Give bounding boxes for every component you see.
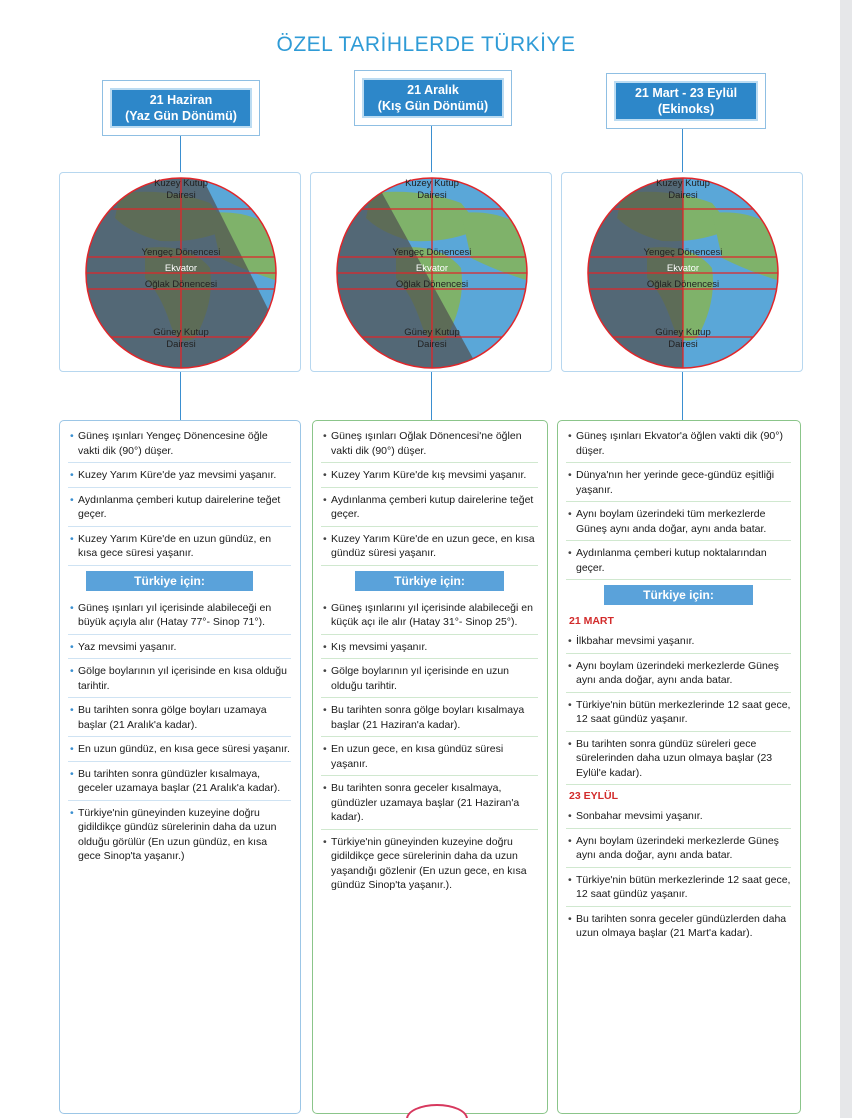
list-item: • En uzun gündüz, en kısa gece süresi yaşanır. xyxy=(68,742,291,762)
list-item: • Sonbahar mevsimi yaşanır. xyxy=(566,809,791,829)
header-subtitle: (Yaz Gün Dönümü) xyxy=(125,109,237,123)
globe-diagram-ekinoks xyxy=(562,173,804,373)
label-kuzey-kutup-dairesi: Dairesi xyxy=(417,190,447,201)
list-item: • Gölge boylarının yıl içerisinde en uzun olduğu tarihtir. xyxy=(321,664,538,698)
list-item: • Bu tarihten sonra gölge boyları uzamaya başlar (21 Aralık'a kadar). xyxy=(68,703,291,737)
turkiye-icin-label: Türkiye için: xyxy=(355,571,504,591)
header-date: 21 Haziran xyxy=(149,93,213,107)
list-item: • Güneş ışınları Oğlak Dönencesi'ne öğlen vakti dik (90°) düşer. xyxy=(321,429,538,463)
page-title: ÖZEL TARİHLERDE TÜRKİYE xyxy=(276,33,576,56)
label-kuzey-kutup-dairesi: Dairesi xyxy=(668,190,698,201)
label-kuzey-kutup: Kuzey Kutup xyxy=(405,178,459,189)
turkiye-icin-label: Türkiye için: xyxy=(86,571,253,591)
list-item: • Güneş ışınları yıl içerisinde alabileceği en büyük açıyla alır (Hatay 77°- Sinop 71°). xyxy=(68,601,291,635)
connector-line xyxy=(180,372,181,420)
label-oglak: Oğlak Dönencesi xyxy=(144,279,218,290)
list-item: • Aydınlanma çemberi kutup noktalarından geçer. xyxy=(566,546,791,580)
label-yengec: Yengeç Dönencesi xyxy=(141,247,221,258)
list-item: • En uzun gece, en kısa gündüz süresi yaşanır. xyxy=(321,742,538,776)
list-item: • Yaz mevsimi yaşanır. xyxy=(68,640,291,660)
list-item: • Kış mevsimi yaşanır. xyxy=(321,640,538,660)
list-item: • Aynı boylam üzerindeki merkezlerde Güneş aynı anda doğar, aynı anda batar. xyxy=(566,659,791,693)
list-item: • Güneş ışınlarını yıl içerisinde alabileceği en küçük açı ile alır (Hatay 31°- Sinop 25°). xyxy=(321,601,538,635)
section-23-eylul: 23 EYLÜL xyxy=(569,790,619,802)
list-item: • Kuzey Yarım Küre'de en uzun gündüz, en kısa gece süresi yaşanır. xyxy=(68,532,291,566)
turkiye-icin-label: Türkiye için: xyxy=(604,585,753,605)
list-item: • Kuzey Yarım Küre'de kış mevsimi yaşanır. xyxy=(321,468,538,488)
list-item: • Bu tarihten sonra gündüzler kısalmaya, geceler uzamaya başlar (21 Aralık'a kadar). xyxy=(68,767,291,801)
list-item: • Güneş ışınları Ekvator'a öğlen vakti dik (90°) düşer. xyxy=(566,429,791,463)
header-subtitle: (Kış Gün Dönümü) xyxy=(377,99,489,113)
list-item: • Kuzey Yarım Küre'de yaz mevsimi yaşanır. xyxy=(68,468,291,488)
header-ekinoks xyxy=(606,73,766,129)
globe-box-aralik xyxy=(310,172,552,372)
label-guney-kutup-dairesi: Dairesi xyxy=(668,339,698,350)
label-kuzey-kutup: Kuzey Kutup xyxy=(656,178,710,189)
label-oglak: Oğlak Dönencesi xyxy=(395,279,469,290)
label-ekvator: Ekvator xyxy=(164,263,198,274)
connector-line xyxy=(180,136,181,172)
header-subtitle: (Ekinoks) xyxy=(657,102,715,116)
list-item: • Gölge boylarının yıl içerisinde en kısa olduğu tarihtir. xyxy=(68,664,291,698)
connector-line xyxy=(431,126,432,172)
header-date: 21 Aralık xyxy=(407,83,459,97)
list-item: • Aydınlanma çemberi kutup dairelerine teğet geçer. xyxy=(68,493,291,527)
label-yengec: Yengeç Dönencesi xyxy=(643,247,723,258)
list-item: • Türkiye'nin güneyinden kuzeyine doğru gidildikçe gece sürelerinin daha da uzun yaşandığı gözlenir (En uzun gece, en kısa gündüz Sinop'ta yaşanır.). xyxy=(323,835,527,891)
label-ekvator: Ekvator xyxy=(415,263,449,274)
list-item: • Güneş ışınları Yengeç Dönencesine öğle vakti dik (90°) düşer. xyxy=(68,429,291,463)
connector-line xyxy=(682,126,683,172)
list-item: • Türkiye'nin bütün merkezlerinde 12 saat gece, 12 saat gündüz yaşanır. xyxy=(566,873,791,907)
list-item: • İlkbahar mevsimi yaşanır. xyxy=(566,634,791,654)
page-edge-strip xyxy=(840,0,852,1118)
header-date: 21 Mart - 23 Eylül xyxy=(634,86,738,100)
list-item: • Aynı boylam üzerindeki tüm merkezlerde Güneş aynı anda doğar, aynı anda batar. xyxy=(566,507,791,541)
label-kuzey-kutup-dairesi: Dairesi xyxy=(166,190,196,201)
label-ekvator: Ekvator xyxy=(666,263,700,274)
info-panel-ekinoks xyxy=(557,420,801,1114)
globe-box-haziran xyxy=(59,172,301,372)
list-item: • Bu tarihten sonra gölge boyları kısalmaya başlar (21 Haziran'a kadar). xyxy=(321,703,538,737)
label-guney-kutup-dairesi: Dairesi xyxy=(417,339,447,350)
info-panel-haziran xyxy=(59,420,301,1114)
label-oglak: Oğlak Dönencesi xyxy=(646,279,720,290)
connector-line xyxy=(682,372,683,420)
list-item: • Bu tarihten sonra geceler kısalmaya, gündüzler uzamaya başlar (21 Haziran'a kadar). xyxy=(321,781,538,830)
list-item: • Bu tarihten sonra gündüz süreleri gece sürelerinden daha uzun olmaya başlar (23 Eylül'e kadar). xyxy=(566,737,791,786)
list-item: • Aynı boylam üzerindeki merkezlerde Güneş aynı anda doğar, aynı anda batar. xyxy=(566,834,791,868)
label-guney-kutup-dairesi: Dairesi xyxy=(166,339,196,350)
label-guney-kutup: Güney Kutup xyxy=(404,327,460,338)
globe-box-ekinoks xyxy=(561,172,803,372)
connector-line xyxy=(431,372,432,420)
header-21-haziran xyxy=(102,80,260,136)
list-item: • Aydınlanma çemberi kutup dairelerine teğet geçer. xyxy=(321,493,538,527)
info-panel-aralik xyxy=(312,420,548,1114)
list-item: • Türkiye'nin bütün merkezlerinde 12 saat gece, 12 saat gündüz yaşanır. xyxy=(566,698,791,732)
label-kuzey-kutup: Kuzey Kutup xyxy=(154,178,208,189)
label-guney-kutup: Güney Kutup xyxy=(655,327,711,338)
label-yengec: Yengeç Dönencesi xyxy=(392,247,472,258)
globe-diagram-aralik xyxy=(311,173,553,373)
list-item: • Kuzey Yarım Küre'de en uzun gece, en kısa gündüz süresi yaşanır. xyxy=(321,532,538,566)
globe-diagram-haziran xyxy=(60,173,302,373)
list-item: • Bu tarihten sonra geceler gündüzlerden daha uzun olmaya başlar (21 Mart'a kadar). xyxy=(568,912,787,939)
section-21-mart: 21 MART xyxy=(569,615,614,627)
list-item: • Türkiye'nin güneyinden kuzeyine doğru gidildikçe gündüz sürelerinin daha da uzun olduğu görülür (En uzun gündüz, en kısa gece Sinop'ta yaşanır.) xyxy=(70,806,277,862)
header-21-aralik xyxy=(354,70,512,126)
list-item: • Dünya'nın her yerinde gece-gündüz eşitliği yaşanır. xyxy=(566,468,791,502)
label-guney-kutup: Güney Kutup xyxy=(153,327,209,338)
